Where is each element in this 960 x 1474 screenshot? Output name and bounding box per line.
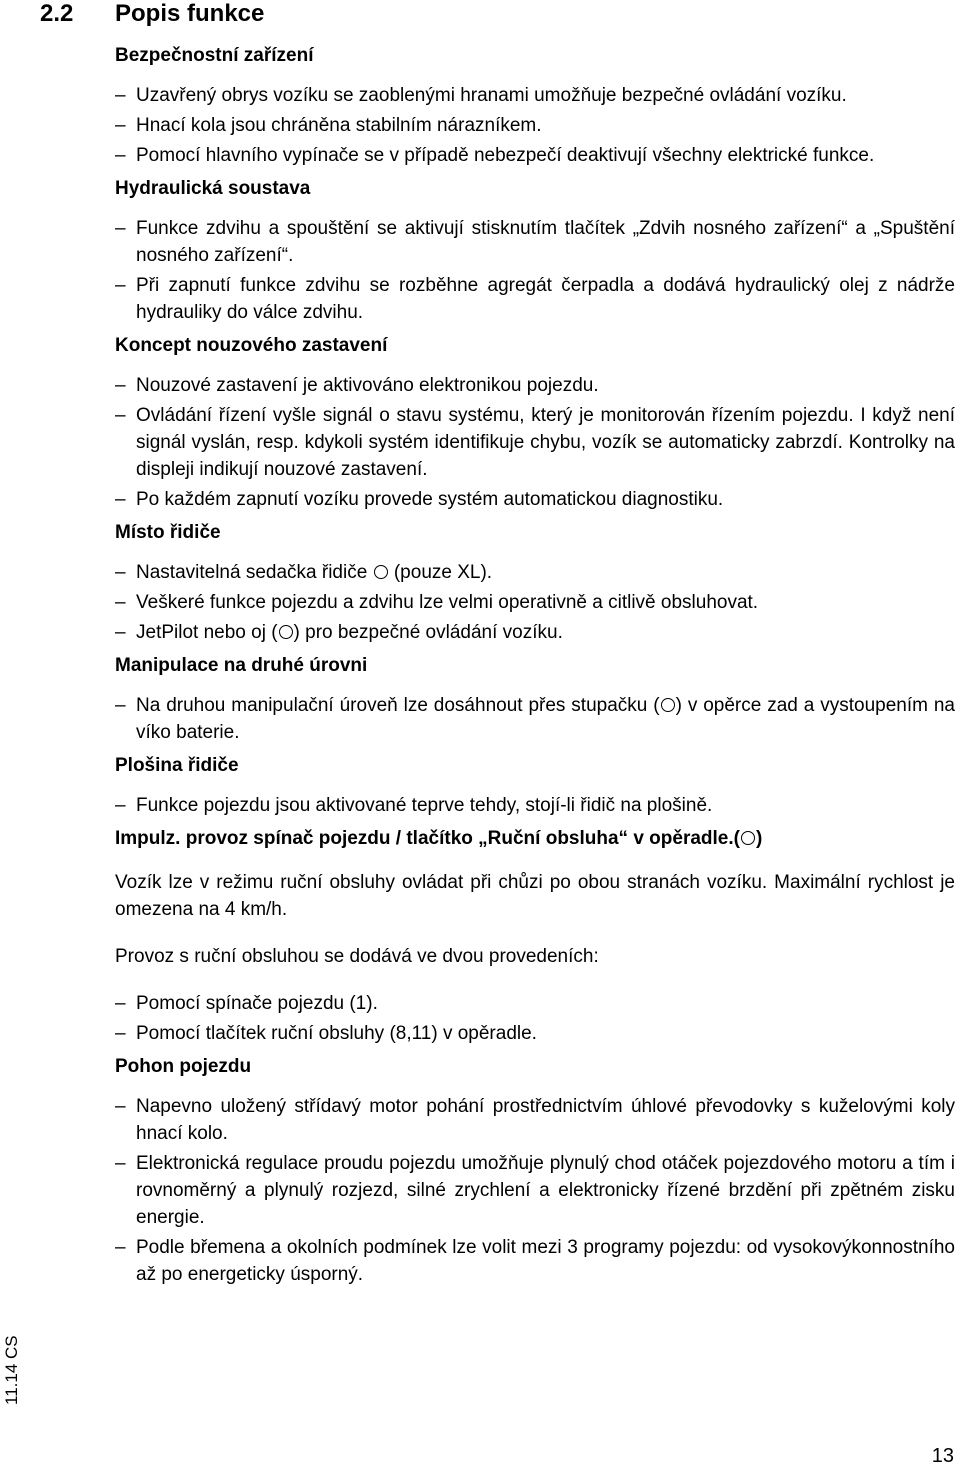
driver-platform-list bbox=[115, 792, 955, 819]
subheading-safety: Bezpečnostní zařízení bbox=[115, 45, 314, 66]
list-item: – Funkce pojezdu jsou aktivované teprve tehdy, stojí-li řidič na plošině. bbox=[115, 792, 955, 819]
option-circle-icon bbox=[741, 831, 755, 845]
list-item: – Pomocí spínače pojezdu (1). bbox=[115, 990, 955, 1017]
list-item: – Na druhou manipulační úroveň lze dosáhnout přes stupačku ( ) v opěrce zad a vystoupením na víko baterie. bbox=[115, 692, 955, 746]
hydraulics-list bbox=[115, 215, 955, 326]
option-circle-icon bbox=[661, 698, 675, 712]
list-item: – Pomocí hlavního vypínače se v případě nebezpečí deaktivují všechny elektrické funkce. bbox=[115, 142, 955, 169]
subheading-impulse-operation: Impulz. provoz spínač pojezdu / tlačítko „Ruční obsluha“ v opěradle.( ) bbox=[115, 828, 763, 849]
list-item: – Veškeré funkce pojezdu a zdvihu lze velmi operativně a citlivě obsluhovat. bbox=[115, 589, 955, 616]
option-circle-icon bbox=[279, 625, 293, 639]
list-item: – Hnací kola jsou chráněna stabilním nárazníkem. bbox=[115, 112, 955, 139]
list-item: – Nastavitelná sedačka řidiče (pouze XL). bbox=[115, 559, 955, 586]
subheading-second-level: Manipulace na druhé úrovni bbox=[115, 655, 368, 676]
emergency-stop-list bbox=[115, 372, 955, 513]
subheading-driver-platform: Plošina řidiče bbox=[115, 755, 239, 776]
impulse-list bbox=[115, 990, 955, 1047]
second-level-list bbox=[115, 692, 955, 746]
list-item: – Při zapnutí funkce zdvihu se rozběhne agregát čerpadla a dodává hydraulický olej z nádrže hydrauliky do válce zdvihu. bbox=[115, 272, 955, 326]
driver-position-list bbox=[115, 559, 955, 646]
list-item: – Podle břemena a okolních podmínek lze volit mezi 3 programy pojezdu: od vysokovýkonnostního až po energeticky úsporný. bbox=[115, 1234, 955, 1288]
list-item: – Napevno uložený střídavý motor pohání prostřednictvím úhlové převodovky s kuželovými koly hnací kolo. bbox=[115, 1093, 955, 1147]
section-heading bbox=[40, 0, 264, 28]
page-number: 13 bbox=[931, 1445, 954, 1467]
list-item: – Funkce zdvihu a spouštění se aktivují stisknutím tlačítek „Zdvih nosného zařízení“ a „Spuštění nosného zařízení“. bbox=[115, 215, 955, 269]
subheading-emergency-stop: Koncept nouzového zastavení bbox=[115, 335, 388, 356]
list-item: – Po každém zapnutí vozíku provede systém automatickou diagnostiku. bbox=[115, 486, 955, 513]
list-item: – Uzavřený obrys vozíku se zaoblenými hranami umožňuje bezpečné ovládání vozíku. bbox=[115, 82, 955, 109]
subheading-driver-position: Místo řidiče bbox=[115, 522, 221, 543]
subheading-hydraulics: Hydraulická soustava bbox=[115, 178, 311, 199]
section-number: 2.2 bbox=[40, 0, 74, 27]
impulse-variants-paragraph: Provoz s ruční obsluhou se dodává ve dvou provedeních: bbox=[115, 946, 599, 967]
document-body bbox=[115, 44, 955, 1296]
list-item: – Pomocí tlačítek ruční obsluhy (8,11) v opěradle. bbox=[115, 1020, 955, 1047]
list-item: – Nouzové zastavení je aktivováno elektronikou pojezdu. bbox=[115, 372, 955, 399]
safety-list bbox=[115, 82, 955, 169]
list-item: – JetPilot nebo oj ( ) pro bezpečné ovládání vozíku. bbox=[115, 619, 955, 646]
subheading-drive: Pohon pojezdu bbox=[115, 1056, 252, 1077]
option-circle-icon bbox=[374, 565, 388, 579]
drive-list bbox=[115, 1093, 955, 1288]
list-item: – Ovládání řízení vyšle signál o stavu systému, který je monitorován řízením pojezdu. I když není signál vyslán, resp. kdykoli systém identifikuje chybu, vozík se automaticky zabrzdí. Kontrolky na displeji indikují nouzové zastavení. bbox=[115, 402, 955, 483]
section-title: Popis funkce bbox=[115, 0, 265, 27]
edition-label: 11.14 CS bbox=[2, 1335, 21, 1405]
list-item: – Elektronická regulace proudu pojezdu umožňuje plynulý chod otáček pojezdového motoru a tím i rovnoměrný a plynulý rozjezd, silné zrychlení a elektronicky řízené brzdění při zpětném zisku energie. bbox=[115, 1150, 955, 1231]
impulse-paragraph: Vozík lze v režimu ruční obsluhy ovládat při chůzi po obou stranách vozíku. Maximální rychlost je omezena na 4 km/h. bbox=[115, 872, 955, 920]
